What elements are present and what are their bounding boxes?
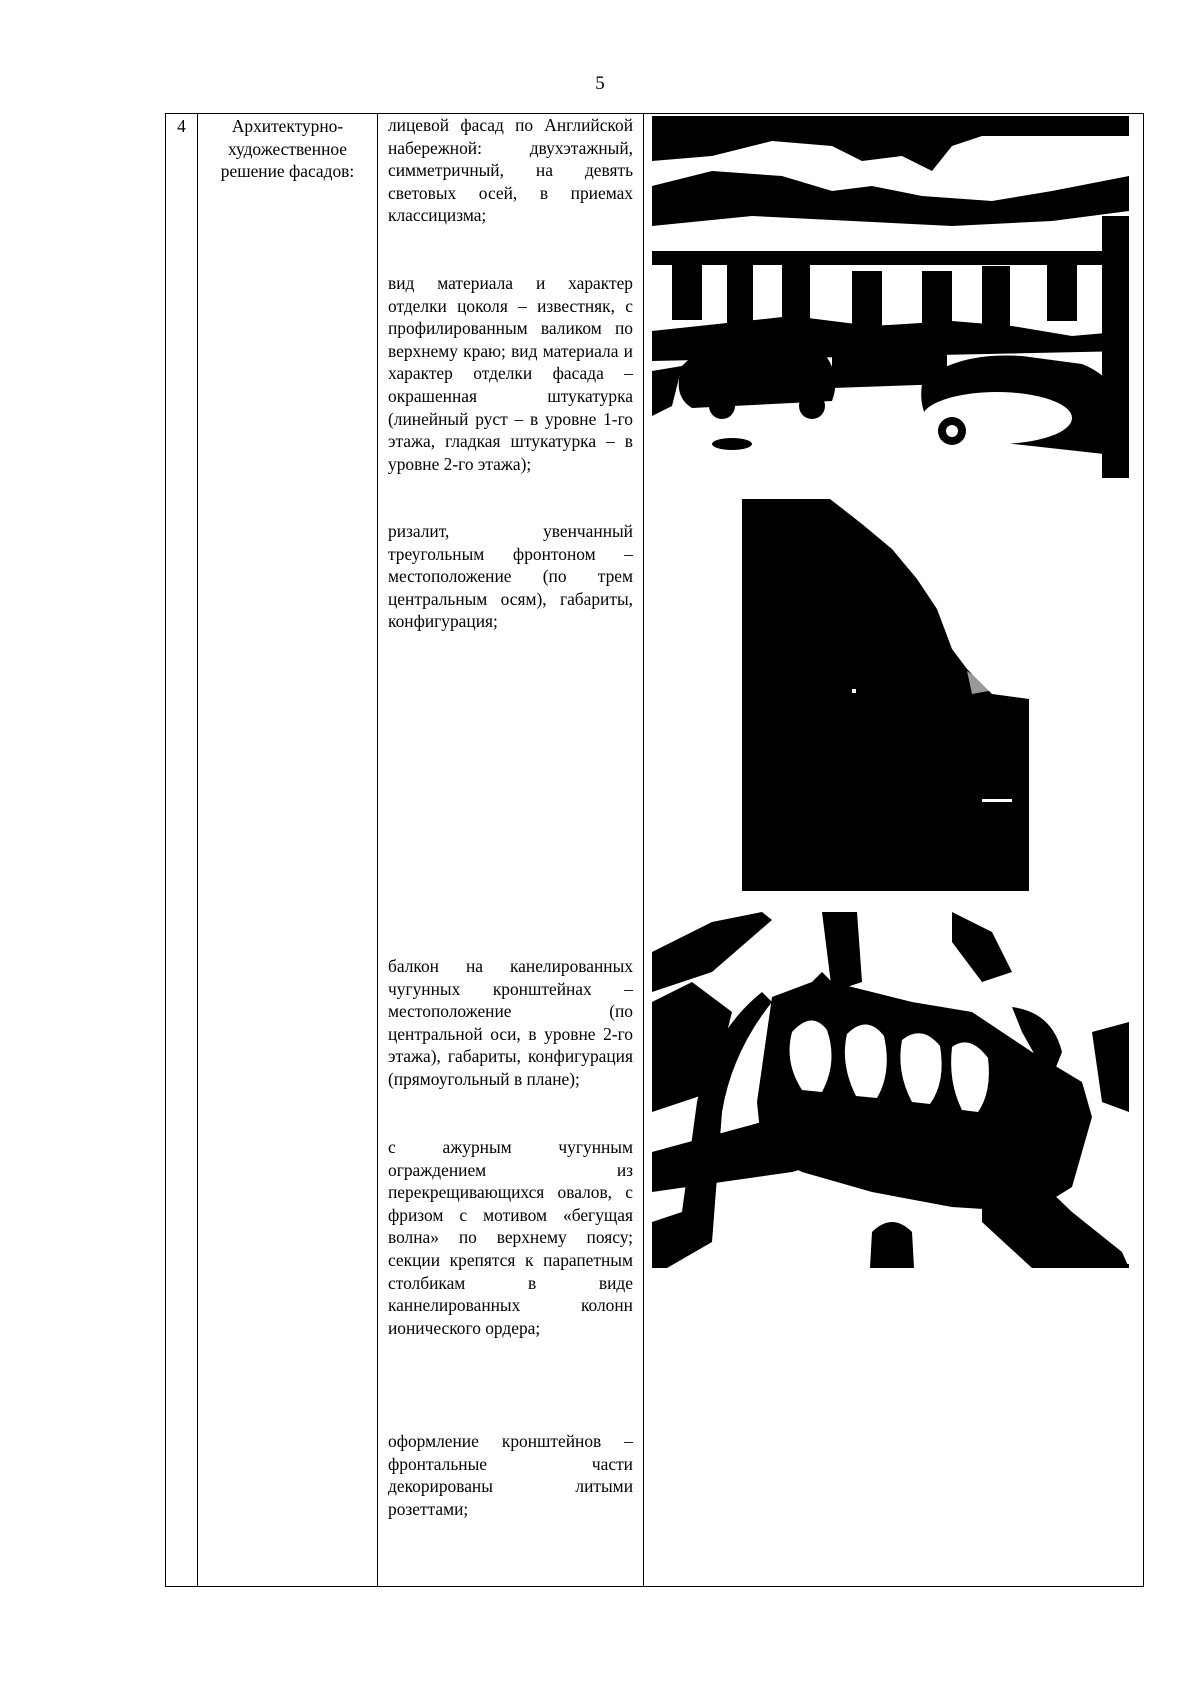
section-name: Архитектурно-художественное решение фасадов: [198,114,378,1587]
table-row [166,114,1144,1587]
specification-table [165,113,1144,1587]
images-cell [644,114,1144,1587]
paragraph-risalit: ризалит, увенчанный треугольным фронтоном – местоположение (по трем центральным осям), габариты, конфигурация; [388,521,633,632]
pediment-photo-icon [742,499,1029,891]
paragraph-brackets: оформление кронштейнов – фронтальные части декорированы литыми розеттами; [388,1431,633,1519]
paragraph-materials: вид материала и характер отделки цоколя – известняк, с профилированным валиком по верхнему краю; вид материала и характер отделки фасада – окрашенная штукатурка (линейный руст – в уровне 1-го этажа, гладкая штукатурка – в уровне 2-го этажа); [388,273,633,474]
balcony-photo-icon [652,912,1129,1268]
paragraph-facade: лицевой фасад по Английской набережной: двухэтажный, симметричный, на девять световых осей, в приемах классицизма; [388,115,633,226]
row-number: 4 [166,114,198,1587]
description-cell [378,114,644,1587]
page-number: 5 [595,73,605,94]
facade-photo [652,116,1129,478]
facade-photo-icon [652,116,1129,478]
balcony-photo [652,912,1129,1268]
paragraph-railing: с ажурным чугунным ограждением из перекрещивающихся овалов, с фризом с мотивом «бегущая волна» по верхнему поясу; секции крепятся к парапетным столбикам в виде каннелированных колонн ионического ордера; [388,1137,633,1338]
paragraph-balcony: балкон на канелированных чугунных кронштейнах – местоположение (по центральной оси, в уровне 2-го этажа), габариты, конфигурация (прямоугольный в плане); [388,956,633,1089]
pediment-photo [742,499,1029,891]
